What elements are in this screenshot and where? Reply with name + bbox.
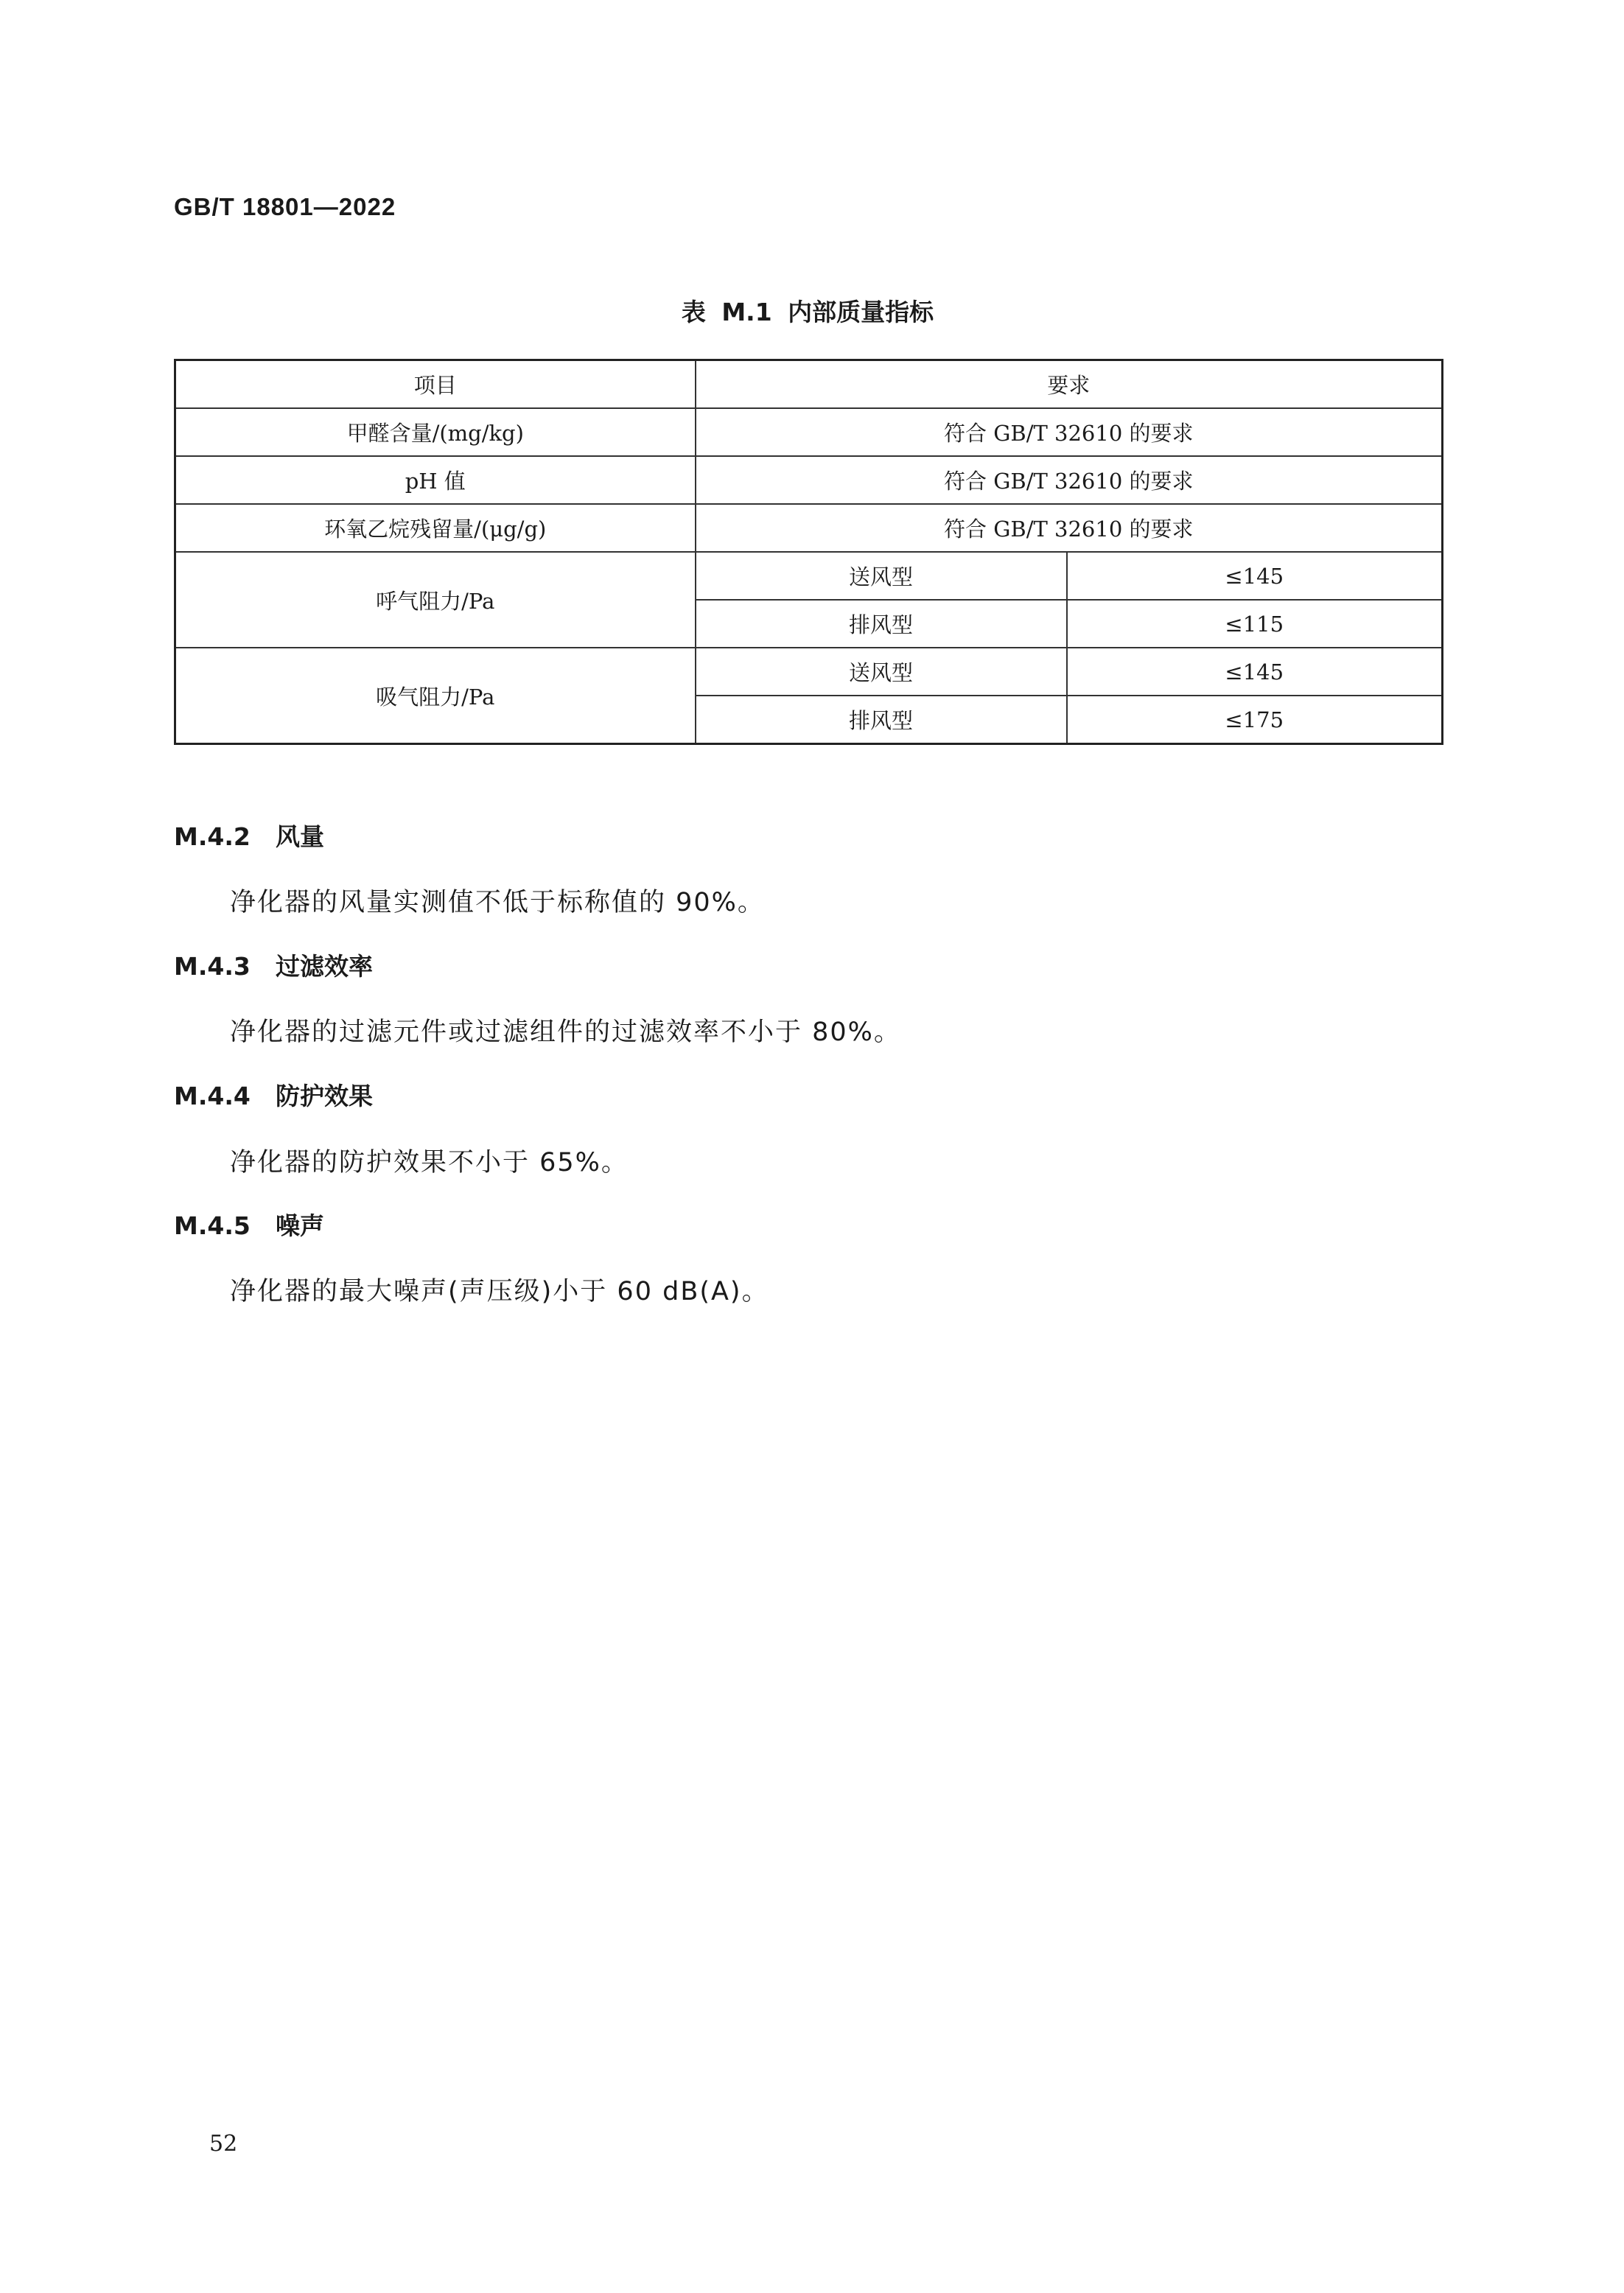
item-cell: 吸气阻力/Pa [175, 648, 696, 744]
value-cell: ≤175 [1067, 696, 1443, 744]
requirement-cell: 符合 GB/T 32610 的要求 [696, 456, 1443, 504]
item-cell: pH 值 [175, 456, 696, 504]
type-cell: 送风型 [696, 648, 1067, 696]
type-cell: 送风型 [696, 552, 1067, 600]
section-title: 过滤效率 [276, 952, 373, 981]
type-cell: 排风型 [696, 696, 1067, 744]
section-number: M.4.5 [174, 1211, 251, 1240]
table-row [175, 648, 1443, 696]
section-number: M.4.4 [174, 1082, 251, 1110]
requirement-cell: 符合 GB/T 32610 的要求 [696, 504, 1443, 552]
table-header-row [175, 360, 1443, 409]
page-number: 52 [209, 2131, 238, 2157]
item-cell: 环氧乙烷残留量/(μg/g) [175, 504, 696, 552]
table-row [175, 456, 1443, 504]
section-text-airflow: 净化器的风量实测值不低于标称值的 90%。 [230, 888, 765, 917]
section-text-filtration-efficiency: 净化器的过滤元件或过滤组件的过滤效率不小于 80%。 [230, 1018, 901, 1047]
section-heading-filtration-efficiency [174, 948, 373, 982]
requirement-cell: 符合 GB/T 32610 的要求 [696, 408, 1443, 456]
value-cell: ≤145 [1067, 552, 1443, 600]
value-cell: ≤115 [1067, 600, 1443, 648]
value-cell: ≤145 [1067, 648, 1443, 696]
section-heading-protection [174, 1077, 373, 1112]
table-row [175, 552, 1443, 600]
section-heading-noise [174, 1207, 324, 1242]
table-row [175, 504, 1443, 552]
section-title: 噪声 [276, 1211, 324, 1240]
section-number: M.4.3 [174, 952, 251, 981]
item-cell: 甲醛含量/(mg/kg) [175, 408, 696, 456]
table-caption: 表 M.1 内部质量指标 [681, 298, 934, 326]
section-text-protection: 净化器的防护效果不小于 65%。 [230, 1148, 629, 1177]
section-title: 风量 [276, 822, 324, 851]
table-row [175, 408, 1443, 456]
header-requirement: 要求 [696, 360, 1443, 409]
section-text-noise: 净化器的最大噪声(声压级)小于 60 dB(A)。 [230, 1277, 769, 1306]
standard-code: GB/T 18801—2022 [174, 193, 396, 220]
type-cell: 排风型 [696, 600, 1067, 648]
header-item: 项目 [175, 360, 696, 409]
internal-quality-table [174, 359, 1443, 745]
item-cell: 呼气阻力/Pa [175, 552, 696, 648]
section-number: M.4.2 [174, 822, 251, 851]
section-title: 防护效果 [276, 1082, 373, 1110]
section-heading-airflow [174, 818, 324, 853]
